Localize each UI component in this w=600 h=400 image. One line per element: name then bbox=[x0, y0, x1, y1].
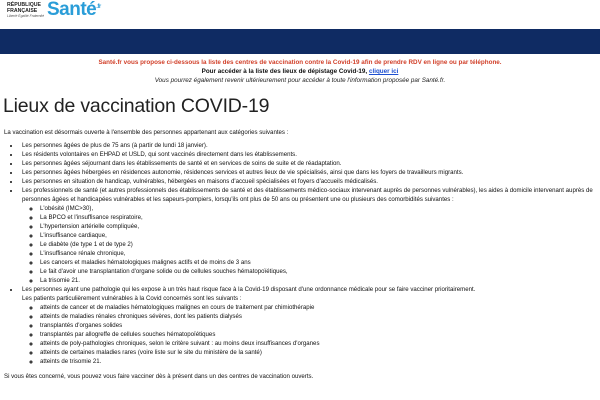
comorbidity-item: ◦ L'obésité (IMC>30), bbox=[40, 204, 596, 213]
pathology-item: ◦ atteints de trisomie 21. bbox=[40, 357, 596, 366]
intro-text: La vaccination est désormais ouverte à l'ensemble des personnes appartenant aux catégories suivantes : bbox=[4, 129, 289, 136]
category-item: • Les personnes âgées séjournant dans les établissements de santé et en services de soins de suite et de réadaptation. bbox=[20, 159, 596, 168]
comorbidity-item: ◦ Le diabète (de type 1 et de type 2) bbox=[40, 240, 596, 249]
info-notice bbox=[0, 58, 600, 85]
comorbidity-item: ◦ La BPCO et l'insuffisance respiratoire, bbox=[40, 213, 596, 222]
comorbidity-item: ◦ La trisomie 21. bbox=[40, 276, 596, 285]
comorbidity-item: ◦ Les cancers et maladies hématologiques malignes actifs et de moins de 3 ans bbox=[40, 258, 596, 267]
category-item-professionals bbox=[20, 186, 596, 285]
republic-motto: Liberté Égalité Fraternité bbox=[7, 14, 45, 19]
category-item: • Les personnes âgées de plus de 75 ans (à partir de lundi 18 janvier). bbox=[20, 141, 596, 150]
category-item: • Les personnes en situation de handicap, vulnérables, hébergées en maisons d'accueil spécialisées et foyers d'accueils médicalisés. bbox=[20, 177, 596, 186]
notice-line-1: Santé.fr vous propose ci-dessous la liste des centres de vaccination contre la Covid-19 afin de prendre RDV en ligne ou par téléphone. bbox=[98, 59, 502, 66]
notice-line-3: Vous pourrez également revenir ultérieurement pour accéder à toute l'information proposée par Santé.fr. bbox=[154, 77, 446, 84]
footer-text: Si vous êtes concerné, vous pouvez vous faire vacciner dès à présent dans un des centres de vaccination ouverts. bbox=[4, 373, 314, 380]
navigation-band bbox=[0, 29, 600, 54]
comorbidity-item: ◦ L'insuffisance cardiaque, bbox=[40, 231, 596, 240]
pathology-list bbox=[22, 303, 596, 366]
categories-list bbox=[4, 141, 596, 366]
category-item-pathology bbox=[20, 285, 596, 366]
comorbidities-list bbox=[22, 204, 596, 285]
pathology-text: Les personnes ayant une pathologie qui les expose à un très haut risque face à la Covid-19 disposant d'une ordonnance médicale pour se faire vacciner prioritairement. bbox=[22, 286, 476, 293]
comorbidity-item: ◦ L'hypertension artérielle compliquée, bbox=[40, 222, 596, 231]
pathology-item: ◦ atteints de maladies rénales chroniques sévères, dont les patients dialysés bbox=[40, 312, 596, 321]
republique-francaise-logo[interactable] bbox=[7, 3, 45, 19]
republic-line-2: FRANÇAISE bbox=[7, 7, 38, 14]
pathology-item: ◦ transplantés d'organes solides bbox=[40, 321, 596, 330]
brand-name: Santé bbox=[47, 0, 97, 20]
sante-fr-logo[interactable] bbox=[47, 0, 101, 21]
depistage-link[interactable]: cliquer ici bbox=[368, 68, 399, 75]
pathology-item: ◦ transplantés par allogreffe de cellules souches hématopoïétiques bbox=[40, 330, 596, 339]
pathology-item: ◦ atteints de cancer et de maladies hématologiques malignes en cours de traitement par chimiothérapie bbox=[40, 303, 596, 312]
pathology-item: ◦ atteints de poly-pathologies chroniques, selon le critère suivant : au moins deux insuffisances d'organes bbox=[40, 339, 596, 348]
brand-suffix: .fr bbox=[96, 4, 101, 10]
professionals-text: Les professionnels de santé (et autres professionnels des établissements de santé et des établissements médico-sociaux intervenant auprès de personnes vulnérables), les aides à domicile intervenant auprès de personnes âgées et handicapées vulnérables et les sapeurs-pompiers, lorsqu'ils ont plus de 50 ans ou présentent une ou plusieurs des comorbidités suivantes : bbox=[22, 187, 593, 203]
pathology-item: ◦ atteints de certaines maladies rares (voire liste sur le site du ministère de la santé) bbox=[40, 348, 596, 357]
notice-line-2-text: Pour accéder à la liste des lieux de dépistage Covid-19, bbox=[201, 68, 368, 75]
comorbidity-item: ◦ L'insuffisance rénale chronique, bbox=[40, 249, 596, 258]
notice-line-2 bbox=[0, 67, 600, 76]
comorbidity-item: ◦ Le fait d'avoir une transplantation d'organe solide ou de cellules souches hématopoïétiques, bbox=[40, 267, 596, 276]
pathology-lead: Les patients particulièrement vulnérables à la Covid concernés sont les suivants : bbox=[22, 295, 242, 302]
page-title: Lieux de vaccination COVID-19 bbox=[3, 95, 270, 117]
site-header bbox=[0, 0, 600, 29]
main-content bbox=[4, 128, 596, 385]
category-item: • Les personnes âgées hébergées en résidences autonomie, résidences services et autres lieux de vie spécialisés, ainsi que dans les foyers de travailleurs migrants. bbox=[20, 168, 596, 177]
category-item: • Les résidents volontaires en EHPAD et USLD, qui sont vaccinés directement dans les établissements. bbox=[20, 150, 596, 159]
republic-line-1: RÉPUBLIQUE bbox=[7, 2, 42, 8]
